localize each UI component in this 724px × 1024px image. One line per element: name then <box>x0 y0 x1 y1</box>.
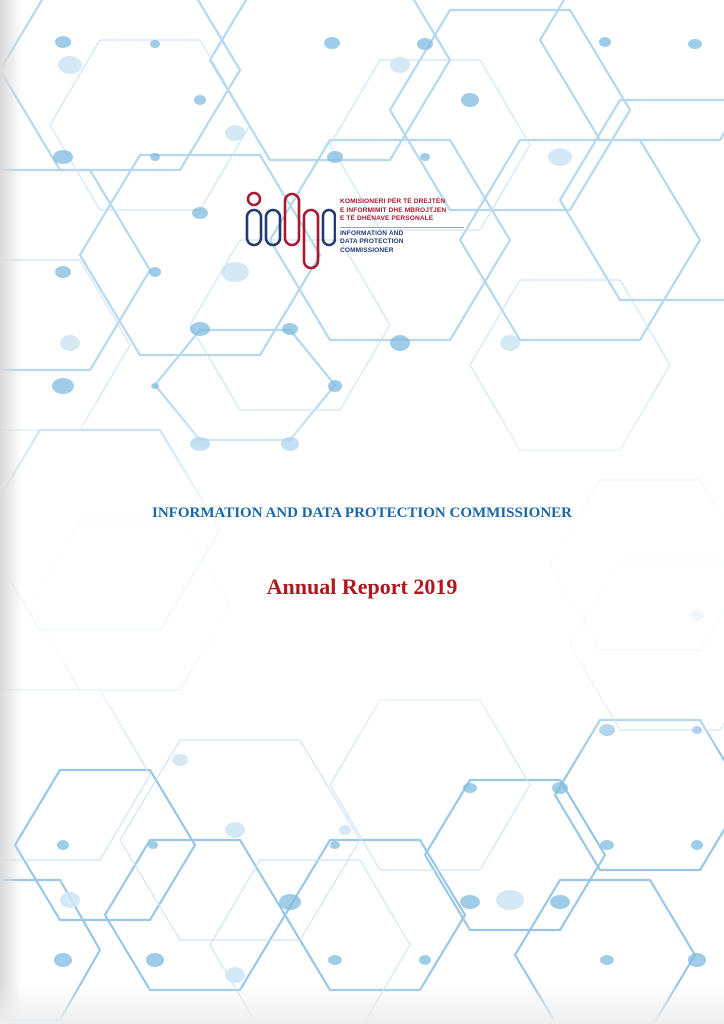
logo-divider <box>340 227 464 228</box>
logo-line-en-1: INFORMATION AND <box>340 229 404 237</box>
logo-line-sq-2: E INFORMIMIT DHE MBROJTJEN <box>340 206 447 214</box>
page-bottom-shadow <box>0 984 724 1024</box>
logo-line-en-3: COMMISSIONER <box>340 246 394 254</box>
idp-logo <box>244 190 474 272</box>
logo-line-sq-3: E TË DHËNAVE PERSONALE <box>340 215 434 223</box>
logo-line-sq-1: KOMISIONERI PËR TË DREJTËN <box>340 198 446 205</box>
idp-logo-mark <box>244 190 336 272</box>
logo-line-en-2: DATA PROTECTION <box>340 238 404 246</box>
organization-title: INFORMATION AND DATA PROTECTION COMMISSIONER <box>151 505 573 521</box>
report-title: Annual Report 2019 <box>266 574 458 599</box>
logo-wordmark <box>340 198 470 256</box>
